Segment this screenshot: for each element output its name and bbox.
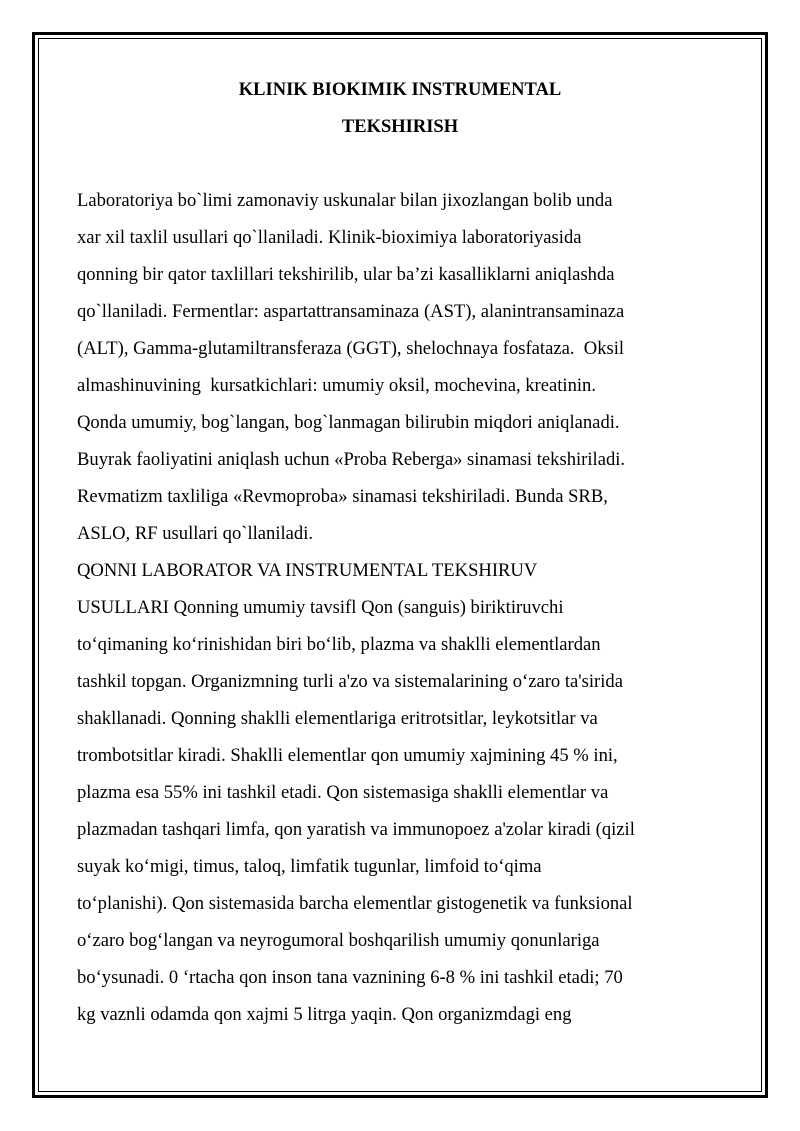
body-line: trombotsitlar kiradi. Shaklli elementlar qon umumiy xajmining 45 % ini, [77, 745, 618, 766]
document-title-line-1: KLINIK BIOKIMIK INSTRUMENTAL [238, 80, 562, 100]
body-line: suyak ko‘migi, timus, taloq, limfatik tugunlar, limfoid to‘qima [77, 856, 542, 877]
body-line: Revmatizm taxliliga «Revmoproba» sinamasi tekshiriladi. Bunda SRB, [77, 486, 608, 507]
body-line: (ALT), Gamma-glutamiltransferaza (GGT), shelochnaya fosfataza. Oksil [77, 338, 625, 359]
document-title-line-2: TEKSHIRISH [341, 117, 459, 137]
body-line: almashinuvining kursatkichlari: umumiy oksil, mochevina, kreatinin. [77, 375, 596, 396]
body-line: shakllanadi. Qonning shaklli elementlariga eritrotsitlar, leykotsitlar va [77, 708, 598, 729]
section-heading-line: QONNI LABORATOR VA INSTRUMENTAL TEKSHIRUV [77, 560, 538, 581]
body-line: USULLARI Qonning umumiy tavsifl Qon (sanguis) biriktiruvchi [77, 597, 564, 618]
body-line: Qonda umumiy, bog`langan, bog`lanmagan bilirubin miqdori aniqlanadi. [77, 412, 620, 433]
body-line: to‘qimaning ko‘rinishidan biri bo‘lib, plazma va shaklli elementlardan [77, 634, 601, 655]
body-line: tashkil topgan. Organizmning turli a'zo va sistemalarining o‘zaro ta'sirida [77, 671, 623, 692]
body-line: Buyrak faoliyatini aniqlash uchun «Proba Reberga» sinamasi tekshiriladi. [77, 449, 626, 470]
body-line: xar xil taxlil usullari qo`llaniladi. Klinik-bioximiya laboratoriyasida [77, 227, 582, 248]
body-line: bo‘ysunadi. 0 ‘rtacha qon inson tana vaznining 6-8 % ini tashkil etadi; 70 [77, 967, 623, 988]
body-line: to‘planishi). Qon sistemasida barcha elementlar gistogenetik va funksional [77, 893, 633, 914]
body-line: qo`llaniladi. Fermentlar: aspartattransaminaza (AST), alanintransaminaza [77, 301, 625, 322]
body-line: o‘zaro bog‘langan va neyrogumoral boshqarilish umumiy qonunlariga [77, 930, 600, 951]
body-line: qonning bir qator taxlillari tekshirilib, ular ba’zi kasalliklarni aniqlashda [77, 264, 615, 285]
body-line: ASLO, RF usullari qo`llaniladi. [77, 523, 314, 544]
body-line: kg vaznli odamda qon xajmi 5 litrga yaqin. Qon organizmdagi eng [77, 1004, 572, 1025]
document-body [77, 191, 737, 1042]
body-line: plazma esa 55% ini tashkil etadi. Qon sistemasiga shaklli elementlar va [77, 782, 609, 803]
body-line: plazmadan tashqari limfa, qon yaratish va immunopoez a'zolar kiradi (qizil [77, 819, 635, 840]
body-line: Laboratoriya bo`limi zamonaviy uskunalar bilan jixozlangan bolib unda [77, 190, 613, 211]
